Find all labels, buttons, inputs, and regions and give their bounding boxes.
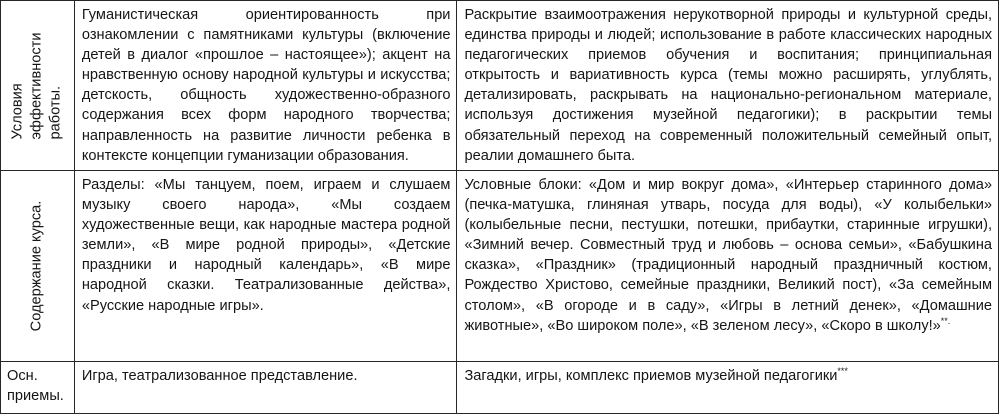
row-label-methods <box>1 362 75 414</box>
conditions-col3-cell: Раскрытие взаимоотражения нерукотворной природы и культурной среды, единства природы и людей; использование в работе классических народных педагогических приемов обучения и воспитания; принципиальная открытость и вариативность курса (темы можно расширять, углублять, детализировать, раскрывать на национально-региональном материале, используя достижения музейной педагогики); в раскрытии темы обязательный переход на современный положительный семейный опыт, реалии домашнего быта. <box>457 1 999 171</box>
methods-col2-cell: Игра, театрализованное представление. <box>74 362 457 414</box>
row-label-line: приемы. <box>7 388 64 405</box>
row-label-content <box>1 171 75 362</box>
conditions-col2-cell: Гуманистическая ориентированность при ознакомлении с памятниками культуры (включение детей в диалог «прошлое – настоящее»); акцент на нравственную основу народной культуры и искусства; детскость, общность художественно-образного содержания всех форм народного творчества; направленность на развитие личности ребенка в контексте концепции гуманизации образования. <box>74 1 457 171</box>
row-label-line: эффективности <box>28 31 45 140</box>
row-label-line: Условия <box>9 82 26 140</box>
row-label-line: Содержание курса. <box>28 200 45 332</box>
footnote-mark: *** <box>837 366 848 376</box>
methods-col3-cell <box>457 362 999 414</box>
table-row-conditions <box>1 1 999 171</box>
content-col3-cell <box>457 171 999 362</box>
content-col2-cell: Разделы: «Мы танцуем, поем, играем и слушаем музыку своего народа», «Мы создаем художественные вещи, как народные мастера родной земли», «В мире родной природы», «Детские праздники и народный календарь», «В мире народной сказки. Театрализованные действа», «Русские народные игры». <box>74 171 457 362</box>
methods-col3-text: Загадки, игры, комплекс приемов музейной педагогики <box>464 368 838 384</box>
table-row-methods <box>1 362 999 414</box>
row-label-conditions <box>1 1 75 171</box>
content-col3-text: Условные блоки: «Дом и мир вокруг дома», «Интерьер старинного дома» (печка-матушка, глиняная утварь, посуда для воды), «У колыбельки» (колыбельные песни, пестушки, потешки, прибаутки, старинные игрушки), «Зимний вечер. Совместный труд и любовь – основа семьи», «Бабушкина сказка», «Праздник» (традиционный народный праздничный костюм, Рождество Христово, семейные праздники, Великий пост), «За семейным столом», «В огороде и в саду», «Игры в летний денек», «Домашние животные», «Во широком поле», «В зеленом лесу», «Скоро в школу!» <box>464 177 992 334</box>
row-label-line: работы. <box>47 85 64 140</box>
footnote-mark: **. <box>940 315 951 326</box>
table-row-content <box>1 171 999 362</box>
row-label-line: Осн. <box>7 368 38 384</box>
